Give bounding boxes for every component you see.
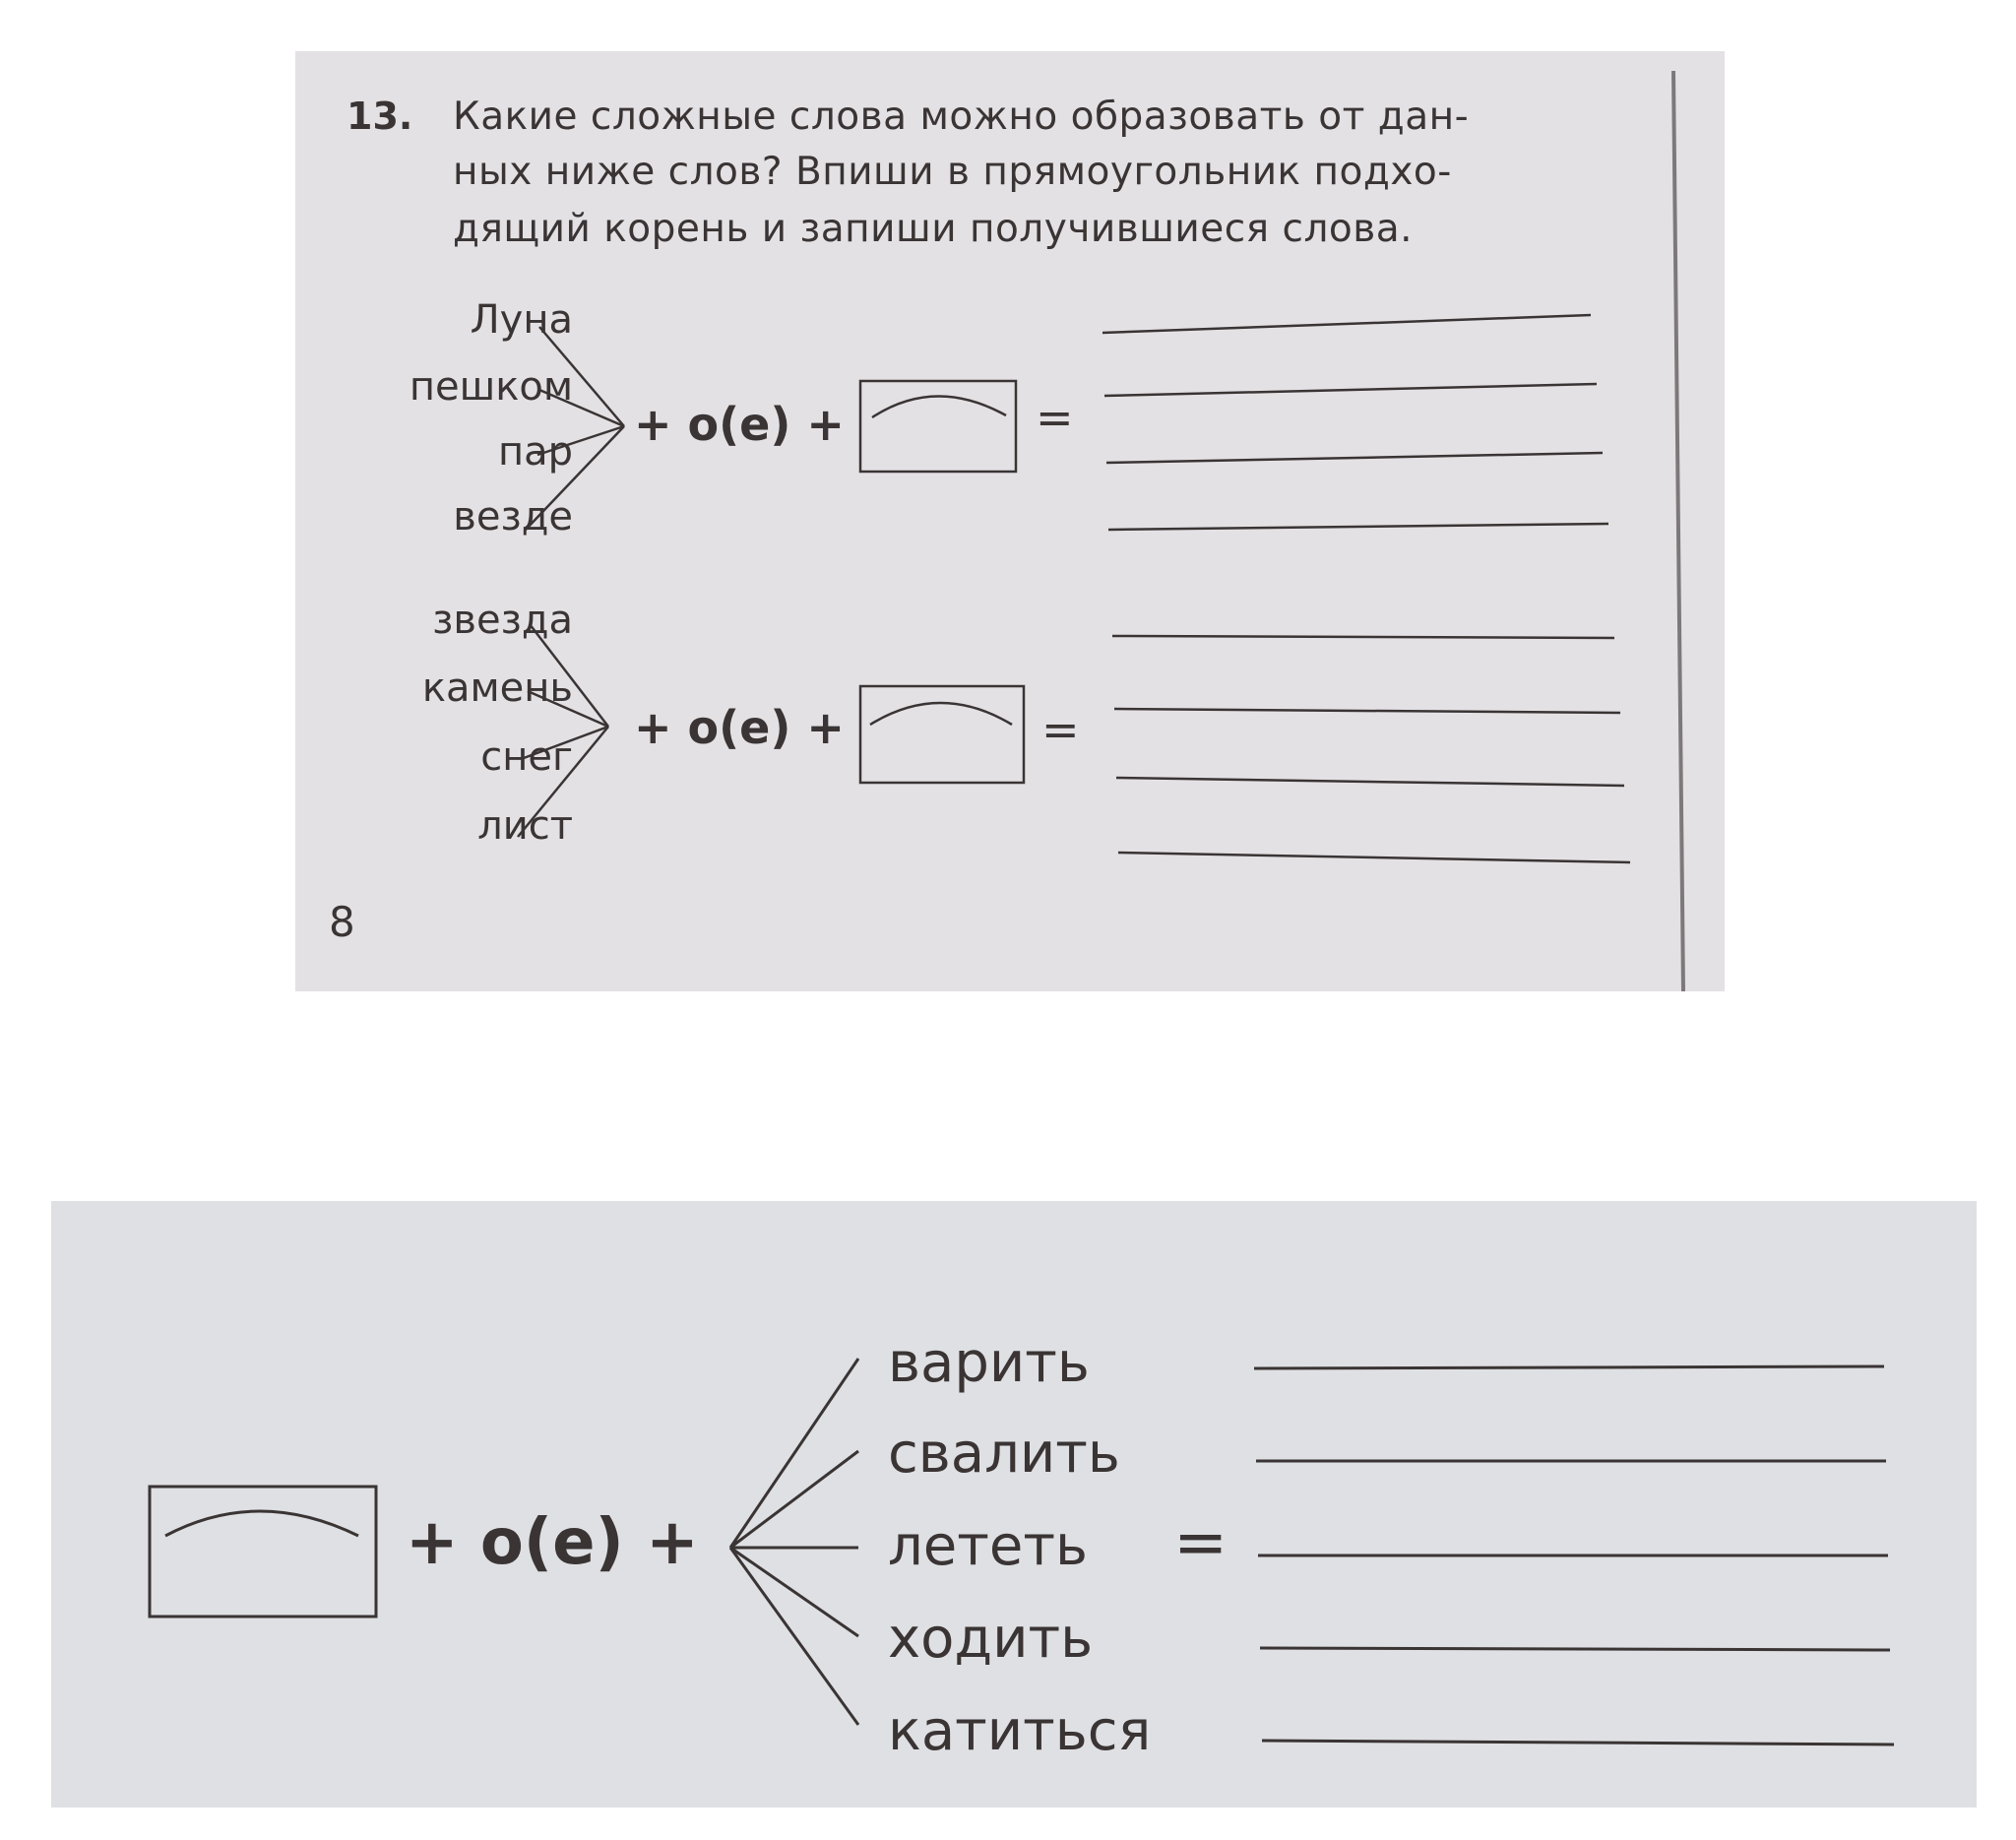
answer-line-1-2 [1104,384,1597,396]
word-katitsya: катиться [888,1699,1152,1763]
answer-line-1-4 [1108,524,1608,530]
answer-line-1-3 [1106,453,1603,463]
answer-line-1-1 [1102,315,1591,333]
fan-line-zvezda [530,624,608,727]
word-kamen: камень [421,666,573,711]
task-text-line-3: дящий корень и запиши получившиеся слова. [453,207,1414,251]
workbook-page-top [295,51,1725,991]
root-box-3 [150,1487,376,1617]
root-box-2 [860,686,1024,783]
fan-line-peshkom [539,390,624,426]
answer-line-2-2 [1114,709,1620,713]
formula-connector-2: + о(е) + [634,701,845,754]
equals-sign-3: = [1173,1504,1228,1580]
word-sneg: снег [480,734,573,780]
bottom-diagram-lines [51,1201,1977,1808]
fan-line-varit [730,1359,858,1548]
word-list: лист [477,803,573,849]
fan-line-khodit [730,1548,858,1636]
formula-connector-1: + о(е) + [634,398,845,451]
equals-sign-2: = [1041,703,1080,756]
answer-line-3-1 [1254,1366,1884,1368]
word-luna: Луна [470,297,573,343]
answer-line-3-5 [1262,1741,1894,1745]
word-par: пар [497,429,573,475]
word-vezde: везде [453,494,573,539]
word-peshkom: пешком [409,364,573,410]
page-number: 8 [329,898,355,946]
fan-line-luna [539,327,624,426]
task-text-line-1: Какие сложные слова можно образовать от дан- [453,95,1470,139]
answer-line-2-3 [1116,778,1624,786]
word-letet: лететь [888,1514,1088,1578]
answer-line-3-4 [1260,1648,1890,1650]
word-svalit: свалить [888,1422,1120,1486]
fan-line-katitsya [730,1548,858,1725]
top-diagram-lines [295,51,1725,991]
answer-line-2-1 [1112,636,1614,638]
root-arc-3 [165,1511,358,1536]
word-khodit: ходить [888,1607,1094,1671]
equals-sign-1: = [1036,391,1074,444]
task-number: 13. [346,95,413,138]
task-text-line-2: ных ниже слов? Впиши в прямоугольник подхо- [453,150,1452,194]
root-arc-1 [872,396,1006,417]
answer-line-2-4 [1118,853,1630,862]
word-zvezda: звезда [432,598,573,643]
root-arc-2 [870,703,1012,725]
root-box-1 [860,381,1016,472]
fan-line-svalit [730,1451,858,1548]
formula-connector-3: + о(е) + [406,1506,699,1579]
word-varit: варить [888,1331,1090,1395]
page-edge [1673,71,1683,991]
workbook-page-bottom [51,1201,1977,1808]
